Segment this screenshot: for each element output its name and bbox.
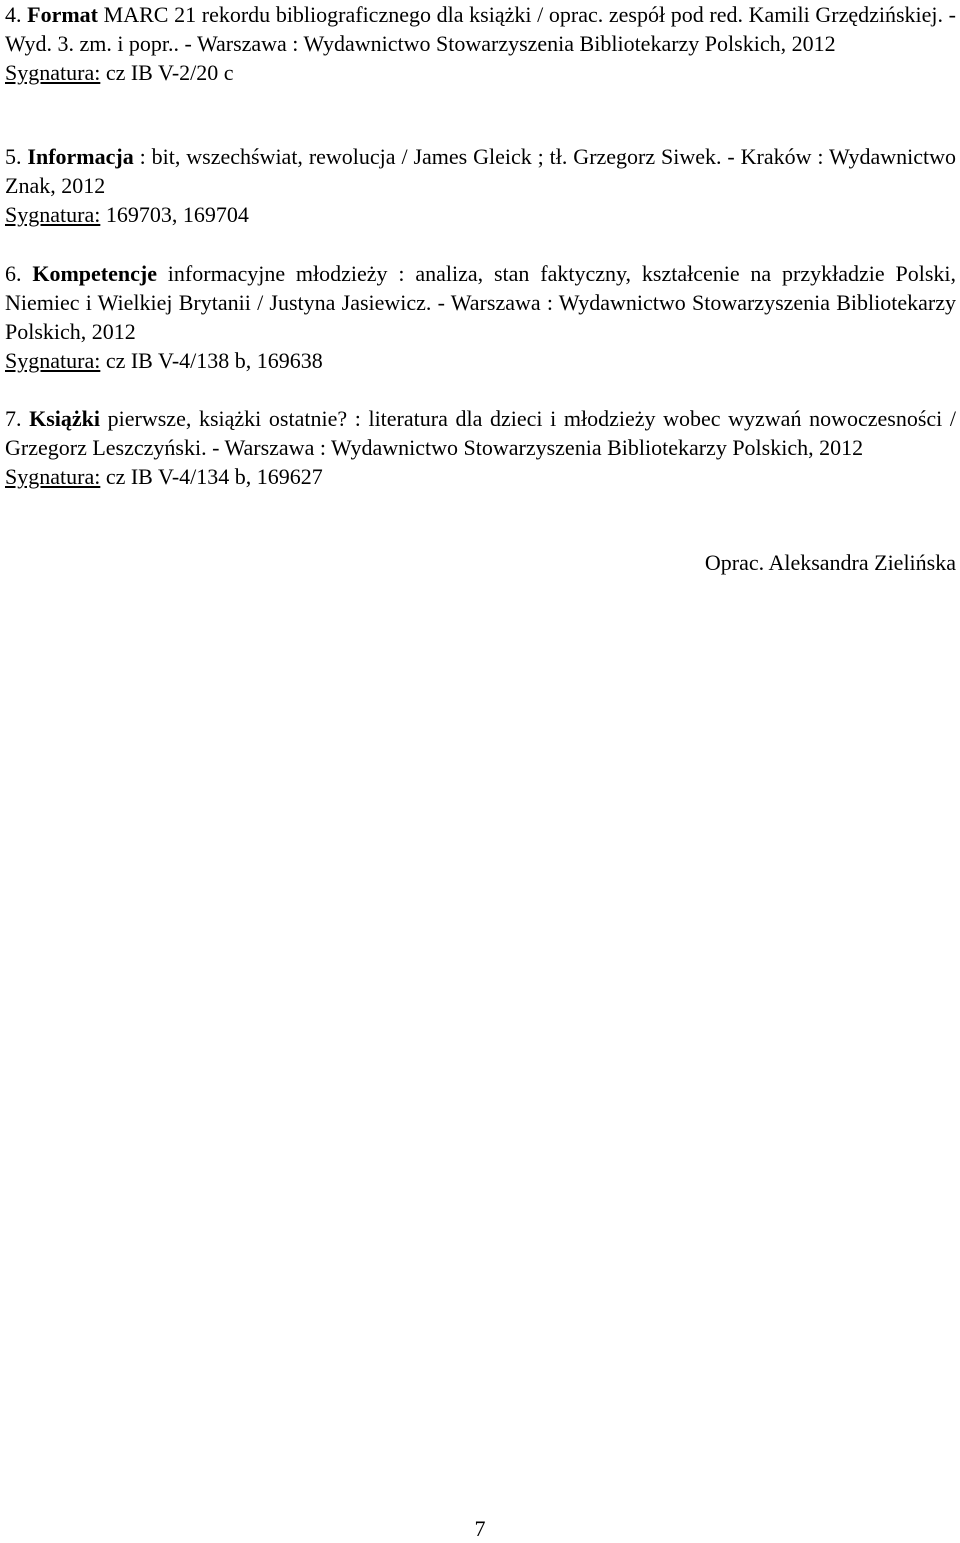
entry-title: Książki [29, 406, 101, 431]
bibliography-entry-6 [5, 259, 956, 375]
page-number: 7 [474, 1516, 486, 1541]
entry-signature [5, 58, 956, 87]
entry-description [5, 0, 956, 58]
bibliography-entry-7 [5, 404, 956, 491]
entry-signature [5, 200, 956, 229]
entry-signature [5, 346, 956, 375]
signature-label: Sygnatura: [5, 464, 101, 489]
entry-details: : bit, wszechświat, rewolucja / James Gleick ; tł. Grzegorz Siwek. - Kraków : Wydawnictwo Znak, 2012 [5, 144, 957, 198]
entry-details: pierwsze, książki ostatnie? : literatura dla dzieci i młodzieży wobec wyzwań nowoczesności / Grzegorz Leszczyński. - Warszawa : Wydawnictwo Stowarzyszenia Bibliotekarzy Polskich, 2012 [5, 406, 956, 460]
entry-number: 5. [5, 144, 22, 169]
entry-details: informacyjne młodzieży : analiza, stan faktyczny, kształcenie na przykładzie Polski, Niemiec i Wielkiej Brytanii / Justyna Jasiewicz. - Warszawa : Wydawnictwo Stowarzyszenia Bibliotekarzy Polskich, 2012 [5, 261, 957, 344]
entry-description [5, 142, 956, 200]
signature-label: Sygnatura: [5, 60, 101, 85]
signature-label: Sygnatura: [5, 348, 101, 373]
signature-value: cz IB V-2/20 c [100, 60, 234, 85]
entry-title: Format [27, 2, 99, 27]
entry-description [5, 259, 956, 346]
entry-title: Informacja [27, 144, 134, 169]
entry-description [5, 404, 956, 462]
entry-title: Kompetencje [32, 261, 157, 286]
signature-value: 169703, 169704 [100, 202, 249, 227]
signature-value: cz IB V-4/138 b, 169638 [100, 348, 323, 373]
entry-number: 4. [5, 2, 22, 27]
bibliography-entry-5 [5, 142, 956, 229]
signature-label: Sygnatura: [5, 202, 101, 227]
signature-value: cz IB V-4/134 b, 169627 [100, 464, 323, 489]
entry-details: MARC 21 rekordu bibliograficznego dla książki / oprac. zespół pod red. Kamili Grzędzińskiej. - Wyd. 3. zm. i popr.. - Warszawa : Wydawnictwo Stowarzyszenia Bibliotekarzy Polskich, 2012 [5, 2, 956, 56]
entry-number: 6. [5, 261, 22, 286]
entry-number: 7. [5, 406, 22, 431]
bibliography-entry-4 [5, 0, 956, 87]
compiler-credit: Oprac. Aleksandra Zielińska [704, 550, 956, 575]
entry-signature [5, 462, 956, 491]
